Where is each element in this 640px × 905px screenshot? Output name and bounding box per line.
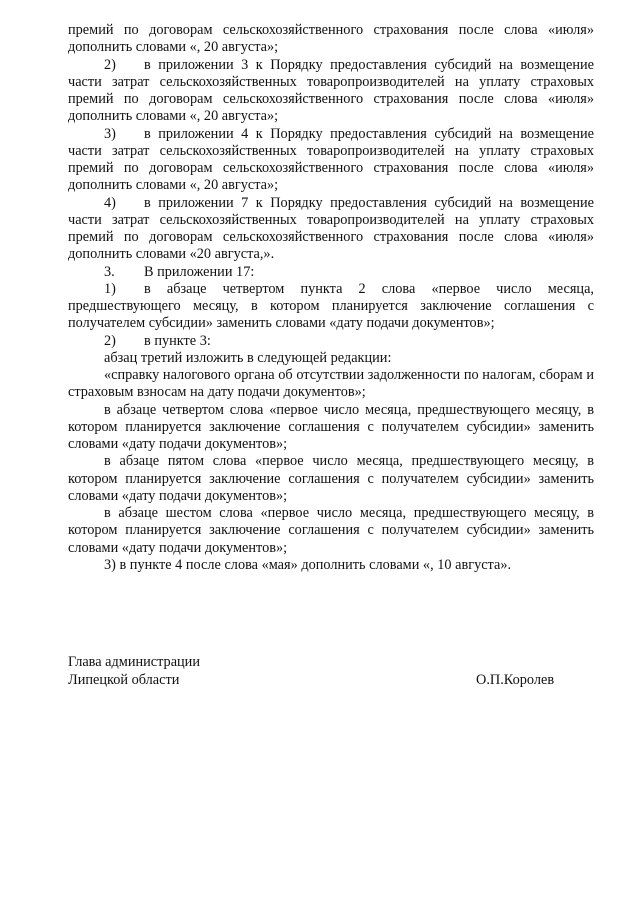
document-body [68, 22, 594, 574]
list-item-text: в приложении 4 к Порядку предоставления субсидий на возмещение части затрат сельскохозяйственных товаропроизводителей на уплату страховых премий по договорам сельскохозяйственного страхования после слова «июля» дополнить словами «, 20 августа»; [68, 125, 594, 194]
list-number: 2) [104, 56, 116, 73]
paragraph-continuation: премий по договорам сельскохозяйственного страхования после слова «июля» дополнить словами «, 20 августа»; [68, 22, 594, 56]
list-number: 4) [104, 194, 116, 211]
list-item-2-point3 [68, 333, 594, 350]
paragraph: в абзаце четвертом слова «первое число месяца, предшествующего месяцу, в котором планируется заключение соглашения с получателем субсидии» заменить словами «дату подачи документов»; [68, 401, 594, 452]
list-item-1 [68, 281, 594, 333]
list-item-text: в абзаце четвертом пункта 2 слова «первое число месяца, предшествующего месяцу, в котором планируется заключение соглашения с получателем субсидии» заменить словами «дату подачи документов»; [68, 280, 594, 332]
list-item-text: в приложении 3 к Порядку предоставления субсидий на возмещение части затрат сельскохозяйственных товаропроизводителей на уплату страховых премий по договорам сельскохозяйственного страхования после слова «июля» дополнить словами «, 20 августа»; [68, 56, 594, 125]
signature-name: О.П.Королев [476, 672, 555, 688]
paragraph: «справку налогового органа об отсутствии задолженности по налогам, сборам и страховым взносам на дату подачи документов»; [68, 367, 594, 401]
section-3-heading [68, 264, 594, 281]
section-title: В приложении 17: [144, 263, 255, 280]
list-item-3 [68, 126, 594, 195]
list-number: 2) [104, 332, 116, 349]
paragraph: в абзаце пятом слова «первое число месяца, предшествующего месяцу, в котором планируется заключение соглашения с получателем субсидии» заменить словами «дату подачи документов»; [68, 453, 594, 504]
signature-position-line2: Липецкой области [68, 672, 180, 688]
list-item-text: в пункте 3: [144, 332, 211, 349]
list-number: 1) [104, 280, 116, 297]
list-item-text: в приложении 7 к Порядку предоставления субсидий на возмещение части затрат сельскохозяйственных товаропроизводителей на уплату страховых премий по договорам сельскохозяйственного страхования после слова «июля» дополнить словами «20 августа,». [68, 194, 594, 263]
paragraph: в абзаце шестом слова «первое число месяца, предшествующего месяцу, в котором планируется заключение соглашения с получателем субсидии» заменить словами «дату подачи документов»; [68, 505, 594, 556]
list-item-4 [68, 195, 594, 264]
signature-position-line1: Глава администрации [68, 654, 200, 670]
list-item-2 [68, 57, 594, 126]
paragraph: 3) в пункте 4 после слова «мая» дополнить словами «, 10 августа». [104, 556, 512, 573]
list-number: 3) [104, 125, 116, 142]
section-number: 3. [104, 263, 115, 280]
paragraph: абзац третий изложить в следующей редакции: [104, 349, 392, 366]
